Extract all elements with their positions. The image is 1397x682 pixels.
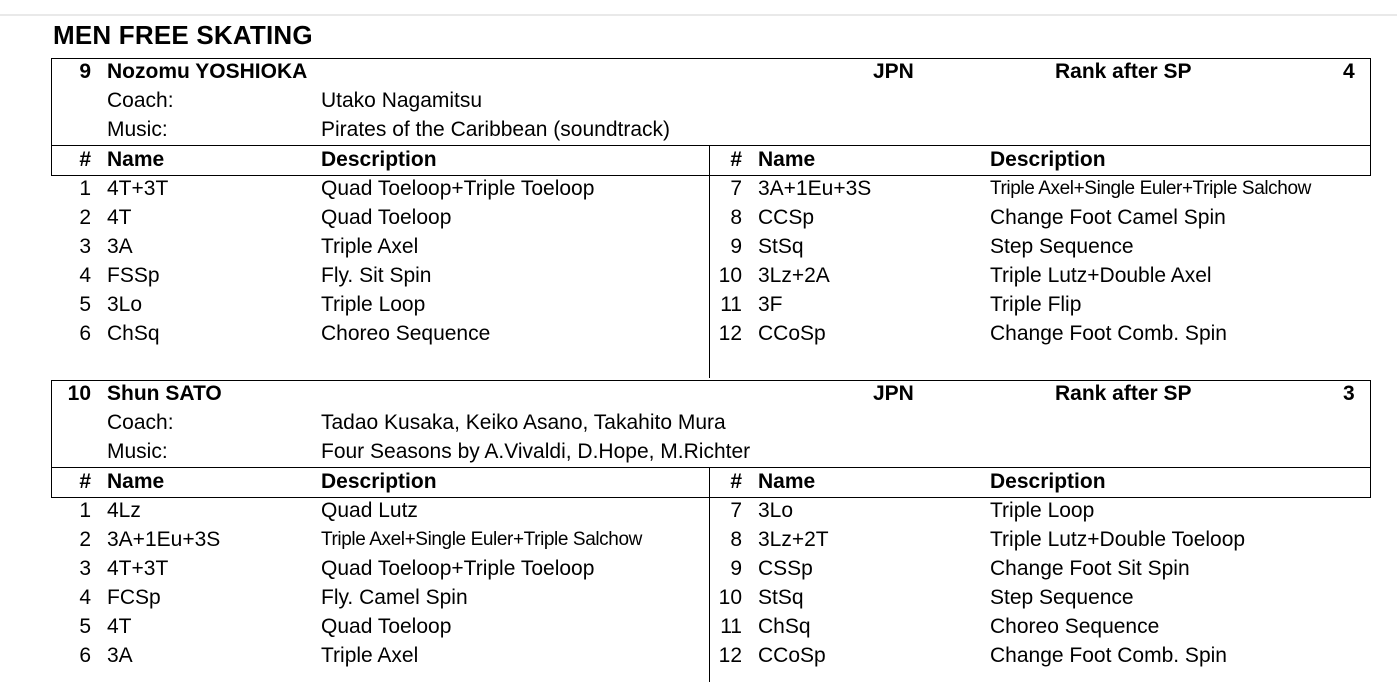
element-number: 8 bbox=[730, 528, 742, 551]
col-header-num: # bbox=[79, 148, 91, 171]
element-description: Quad Toeloop+Triple Toeloop bbox=[321, 177, 595, 200]
element-code: 3A bbox=[107, 235, 133, 258]
element-number: 4 bbox=[79, 264, 91, 287]
col-header-name: Name bbox=[107, 148, 165, 171]
music-value: Four Seasons by A.Vivaldi, D.Hope, M.Richter bbox=[321, 440, 751, 463]
element-number: 3 bbox=[79, 557, 91, 580]
start-number: 9 bbox=[79, 60, 91, 83]
element-code: FCSp bbox=[107, 586, 161, 609]
element-number: 11 bbox=[720, 615, 742, 638]
skater-name: Shun SATO bbox=[107, 382, 222, 405]
element-description: Triple Axel+Single Euler+Triple Salchow bbox=[990, 178, 1311, 199]
coach-label: Coach: bbox=[107, 89, 174, 112]
element-description: Step Sequence bbox=[990, 586, 1134, 609]
element-number: 5 bbox=[79, 293, 91, 316]
skater-name: Nozomu YOSHIOKA bbox=[107, 60, 308, 83]
col-header-num: # bbox=[730, 148, 742, 171]
top-divider bbox=[0, 14, 1397, 16]
element-number: 1 bbox=[79, 499, 91, 522]
element-code: 3Lz+2A bbox=[758, 264, 830, 287]
element-code: ChSq bbox=[107, 322, 160, 345]
element-description: Triple Loop bbox=[321, 293, 426, 316]
element-number: 11 bbox=[720, 293, 742, 316]
coach-value: Utako Nagamitsu bbox=[321, 89, 483, 112]
element-code: CCSp bbox=[758, 206, 815, 229]
rank-value: 3 bbox=[1343, 382, 1355, 405]
element-number: 10 bbox=[718, 586, 742, 609]
nation-code: JPN bbox=[873, 382, 914, 405]
element-code: 4Lz bbox=[107, 499, 141, 522]
element-code: StSq bbox=[758, 235, 804, 258]
col-header-description: Description bbox=[990, 470, 1106, 493]
col-header-description: Description bbox=[990, 148, 1106, 171]
element-description: Change Foot Camel Spin bbox=[990, 206, 1226, 229]
col-header-num: # bbox=[730, 470, 742, 493]
music-label: Music: bbox=[107, 118, 168, 141]
element-description: Change Foot Comb. Spin bbox=[990, 322, 1227, 345]
element-code: CSSp bbox=[758, 557, 813, 580]
element-code: 3Lo bbox=[107, 293, 143, 316]
col-header-name: Name bbox=[758, 148, 816, 171]
element-code: CCoSp bbox=[758, 644, 826, 667]
element-number: 3 bbox=[79, 235, 91, 258]
nation-code: JPN bbox=[873, 60, 914, 83]
start-number: 10 bbox=[67, 382, 91, 405]
element-code: 3A+1Eu+3S bbox=[758, 177, 872, 200]
element-number: 2 bbox=[79, 206, 91, 229]
element-description: Triple Axel bbox=[321, 644, 419, 667]
element-number: 9 bbox=[730, 557, 742, 580]
element-description: Triple Lutz+Double Axel bbox=[990, 264, 1212, 287]
col-header-name: Name bbox=[107, 470, 165, 493]
coach-label: Coach: bbox=[107, 411, 174, 434]
element-description: Triple Lutz+Double Toeloop bbox=[990, 528, 1246, 551]
element-description: Triple Loop bbox=[990, 499, 1095, 522]
element-number: 9 bbox=[730, 235, 742, 258]
element-code: 3Lo bbox=[758, 499, 794, 522]
element-number: 8 bbox=[730, 206, 742, 229]
rank-label: Rank after SP bbox=[1055, 382, 1192, 405]
element-number: 7 bbox=[730, 177, 742, 200]
element-code: 4T+3T bbox=[107, 177, 169, 200]
element-code: 4T bbox=[107, 206, 132, 229]
col-header-description: Description bbox=[321, 148, 437, 171]
element-description: Quad Toeloop bbox=[321, 206, 452, 229]
element-code: 3A bbox=[107, 644, 133, 667]
element-number: 12 bbox=[718, 644, 742, 667]
element-number: 1 bbox=[79, 177, 91, 200]
element-code: 3A+1Eu+3S bbox=[107, 528, 221, 551]
element-code: 3Lz+2T bbox=[758, 528, 829, 551]
element-description: Triple Flip bbox=[990, 293, 1082, 316]
coach-value: Tadao Kusaka, Keiko Asano, Takahito Mura bbox=[321, 411, 726, 434]
element-code: 3F bbox=[758, 293, 783, 316]
element-number: 4 bbox=[79, 586, 91, 609]
element-code: StSq bbox=[758, 586, 804, 609]
element-description: Step Sequence bbox=[990, 235, 1134, 258]
element-code: CCoSp bbox=[758, 322, 826, 345]
element-description: Quad Toeloop bbox=[321, 615, 452, 638]
element-description: Change Foot Comb. Spin bbox=[990, 644, 1227, 667]
rank-value: 4 bbox=[1343, 60, 1355, 83]
element-number: 7 bbox=[730, 499, 742, 522]
element-description: Triple Axel+Single Euler+Triple Salchow bbox=[321, 529, 642, 550]
col-header-description: Description bbox=[321, 470, 437, 493]
element-description: Choreo Sequence bbox=[990, 615, 1160, 638]
element-description: Choreo Sequence bbox=[321, 322, 491, 345]
col-header-name: Name bbox=[758, 470, 816, 493]
element-number: 10 bbox=[718, 264, 742, 287]
element-number: 6 bbox=[79, 644, 91, 667]
element-description: Fly. Sit Spin bbox=[321, 264, 432, 287]
element-number: 2 bbox=[79, 528, 91, 551]
page-title: MEN FREE SKATING bbox=[53, 20, 313, 50]
element-code: FSSp bbox=[107, 264, 160, 287]
col-header-num: # bbox=[79, 470, 91, 493]
element-code: 4T+3T bbox=[107, 557, 169, 580]
element-code: ChSq bbox=[758, 615, 811, 638]
music-label: Music: bbox=[107, 440, 168, 463]
music-value: Pirates of the Caribbean (soundtrack) bbox=[321, 118, 671, 141]
element-number: 6 bbox=[79, 322, 91, 345]
element-description: Fly. Camel Spin bbox=[321, 586, 468, 609]
element-description: Quad Lutz bbox=[321, 499, 418, 522]
element-description: Triple Axel bbox=[321, 235, 419, 258]
rank-label: Rank after SP bbox=[1055, 60, 1192, 83]
element-description: Quad Toeloop+Triple Toeloop bbox=[321, 557, 595, 580]
element-description: Change Foot Sit Spin bbox=[990, 557, 1190, 580]
element-number: 5 bbox=[79, 615, 91, 638]
element-code: 4T bbox=[107, 615, 132, 638]
element-number: 12 bbox=[718, 322, 742, 345]
